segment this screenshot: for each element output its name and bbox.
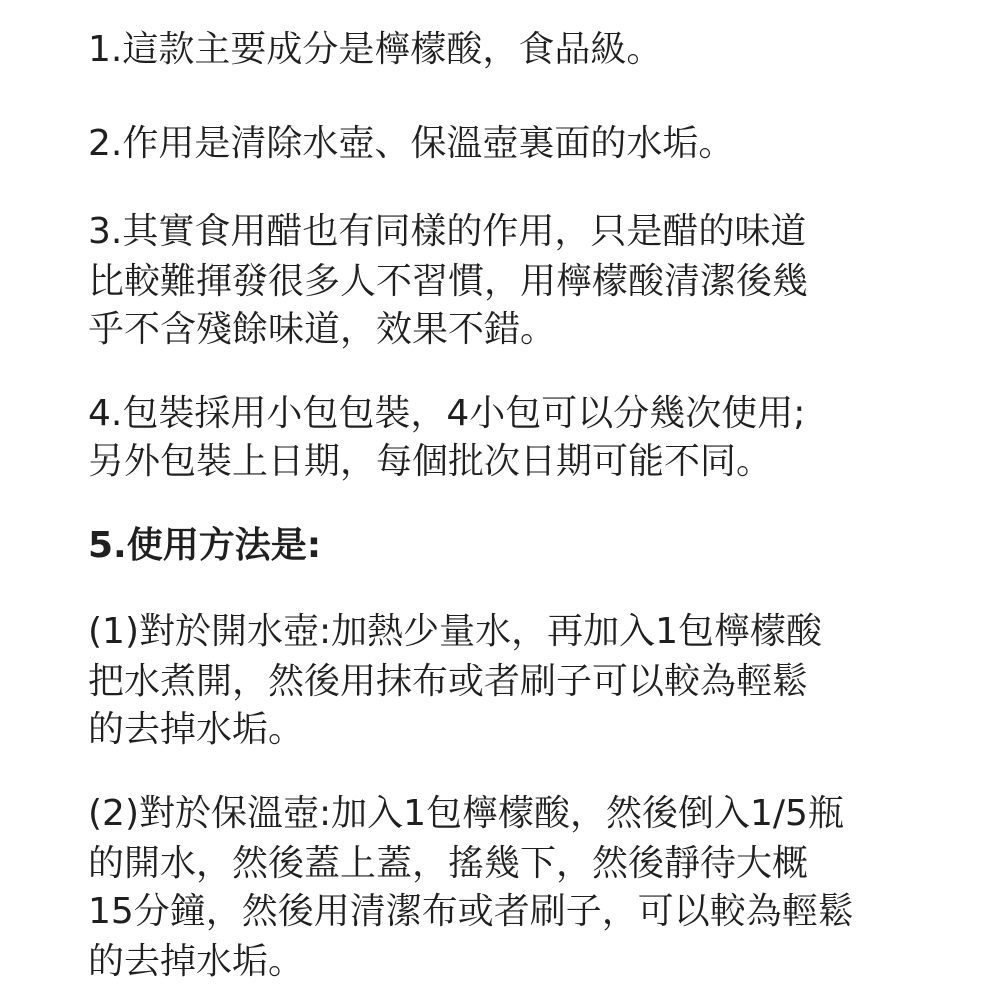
method-2-line-3: 15分鐘，然後用清潔布或者刷子，可以較為輕鬆 [88,891,854,932]
method-1-line-2: 把水煮開，然後用抹布或者刷子可以較為輕鬆 [88,661,809,702]
point-3-line-2: 比較難揮發很多人不習慣，用檸檬酸清潔後幾 [88,261,809,302]
method-2-line-1: (2)對於保溫壺:加入1包檸檬酸，然後倒入1/5瓶 [88,793,844,834]
method-2-line-4: 的去掉水垢。 [88,941,305,982]
point-3-line-1: 3.其實食用醋也有同樣的作用，只是醋的味道 [88,211,807,252]
point-4-line-2: 另外包裝上日期，每個批次日期可能不同。 [88,441,773,482]
point-4-line-1: 4.包裝採用小包包裝，4小包可以分幾次使用; [88,393,806,434]
method-1-line-1: (1)對於開水壺:加熱少量水，再加入1包檸檬酸 [88,611,823,652]
point-3-line-3: 乎不含殘餘味道，效果不錯。 [88,309,557,350]
method-1-line-3: 的去掉水垢。 [88,709,305,750]
point-2-line-1: 2.作用是清除水壺、保溫壺裏面的水垢。 [88,123,735,164]
method-2-line-2: 的開水，然後蓋上蓋，搖幾下，然後靜待大概 [88,843,809,884]
point-1-line-1: 1.這款主要成分是檸檬酸，食品級。 [88,29,663,70]
usage-heading: 5.使用方法是: [88,525,322,566]
